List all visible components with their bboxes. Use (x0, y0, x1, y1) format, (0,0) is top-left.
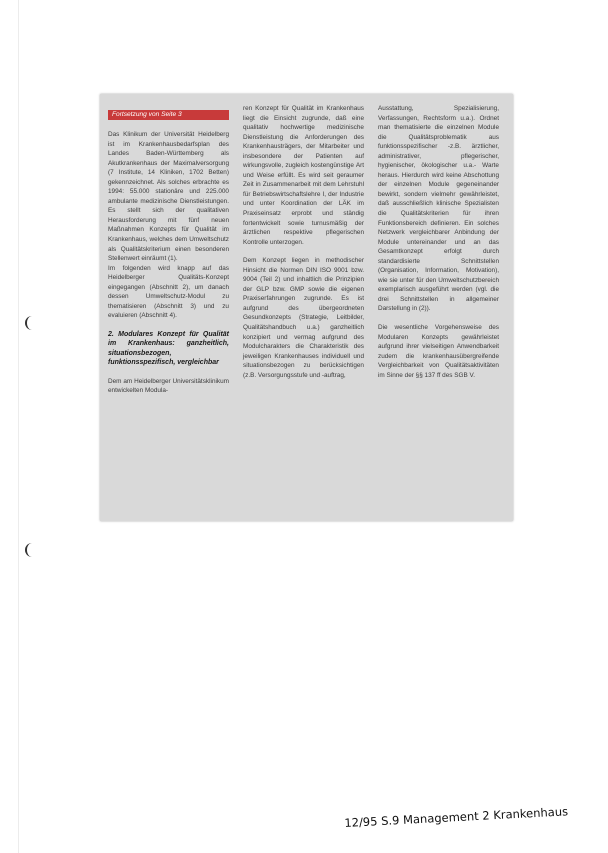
article-column-3 (378, 104, 499, 389)
paragraph: Dem am Heidelberger Universitätsklinikum entwickelten Modula- (108, 377, 229, 395)
punch-hole-top (25, 316, 39, 330)
paragraph: Das Klinikum der Universität Heidelberg ist im Krankenhausbedarfsplan des Landes Baden-Württemberg als Akutkrankenhaus der Maximalversorgung (7 Institute, 14 Kliniken, 1702 Betten) gekennzeichnet. Als solches erbrachte es 1994: 55.000 stationäre und 225.000 ambulante medizinische Dienstleistungen. Es stellt sich der qualitativen Herausforderung mit fünf neuen Maßnahmen Konzepts für Qualität im Krankenhaus, welches dem Umweltschutz als Qualitätskriterium einen besonderen Stellenwert einräumt (1). (108, 131, 229, 263)
page-edge (18, 0, 19, 853)
section-heading: 2. Modulares Konzept für Qualität im Krankenhaus: ganzheitlich, situationsbezogen, funktionsspezifisch, vergleichbar (108, 330, 229, 367)
paragraph: Im folgenden wird knapp auf das Heidelberger Qualitäts-Konzept eingegangen (Abschnitt 2), um danach dessen Umweltschutz-Modul zu thematisieren (Abschnitt 3) und zu evaluieren (Abschnitt 4). (108, 264, 229, 320)
continuation-banner: Fortsetzung von Seite 3 (108, 110, 229, 120)
article-column-2 (243, 104, 364, 389)
paragraph: Ausstattung, Spezialisierung, Verfassungen, Rechtsform u.a.). Ordnet man thematisierte die einzelnen Module die Qualitätsproblematik aus funktionsspezifischer -z.B. ärztlicher, administrativer, pflegerischer, hygienischer, ökologischer u.a.- Warte heraus. Hierdurch wird keine Abschottung der einzelnen Module gegeneinander bewirkt, sondern vielmehr gewährleistet, daß ausschließlich klinische Spezialisten die Qualitätskriterien für ihren Funktionsbereich definieren. Ein solches Netzwerk vergleichbarer Anbindung der Module untereinander und an das Gesamtkonzept erfolgt durch standardisierte Schnittstellen (Organisation, Information, Motivation), wie sie unter für den Umweltschutzbereich exemplarisch ausgeführt werden (vgl. die drei Schnittstellen in allgemeiner Darstellung in (2)). (378, 105, 499, 313)
article-column-1 (108, 110, 229, 405)
punch-hole-bottom (25, 543, 39, 557)
handwritten-annotation: 12/95 S.9 Management 2 Krankenhaus (344, 804, 569, 830)
paragraph: Die wesentliche Vorgehensweise des Modularen Konzepts gewährleistet aufgrund ihrer vielseitigen Anwendbarkeit zudem die krankenhausübergreifende Vergleichbarkeit von Qualitätsaktivitäten im Sinne der §§ 137 ff des SGB V. (378, 324, 499, 379)
paragraph: Dem Konzept liegen in methodischer Hinsicht die Normen DIN ISO 9001 bzw. 9004 (Teil 2) und inhaltlich die Prinzipien der GLP bzw. GMP sowie die eigenen Praxiserfahrungen zugrunde. Es ist aufgrund des übergeordneten Gesundkonzepts (Strategie, Leitbilder, Qualitätshandbuch u.a.) ganzheitlich konzipiert und vermag aufgrund des Modulcharakters die Charakteristik des jeweiligen Krankenhauses individuell und situationsbezogen zu berücksichtigen (z.B. Versorgungsstufe und -auftrag, (243, 257, 364, 379)
newspaper-clipping (100, 94, 513, 521)
paragraph: ren Konzept für Qualität im Krankenhaus liegt die Einsicht zugrunde, daß eine qualitativ hochwertige medizinische Dienstleistung die Anforderungen des Krankenhausträgers, der Mitarbeiter und insbesondere der Patienten auf wirkungsvolle, zugleich kostengünstige Art und Weise erfüllt. Es wird seit geraumer Zeit in Zusammenarbeit mit dem Lehrstuhl für Betriebswirtschaftslehre I, der Industrie und unter Koordination der LÄK im Praxiseinsatz erprobt und ständig fortentwickelt sowie turnusmäßig der ärztlichen respektive pflegerischen Kontrolle unterzogen. (243, 105, 364, 246)
